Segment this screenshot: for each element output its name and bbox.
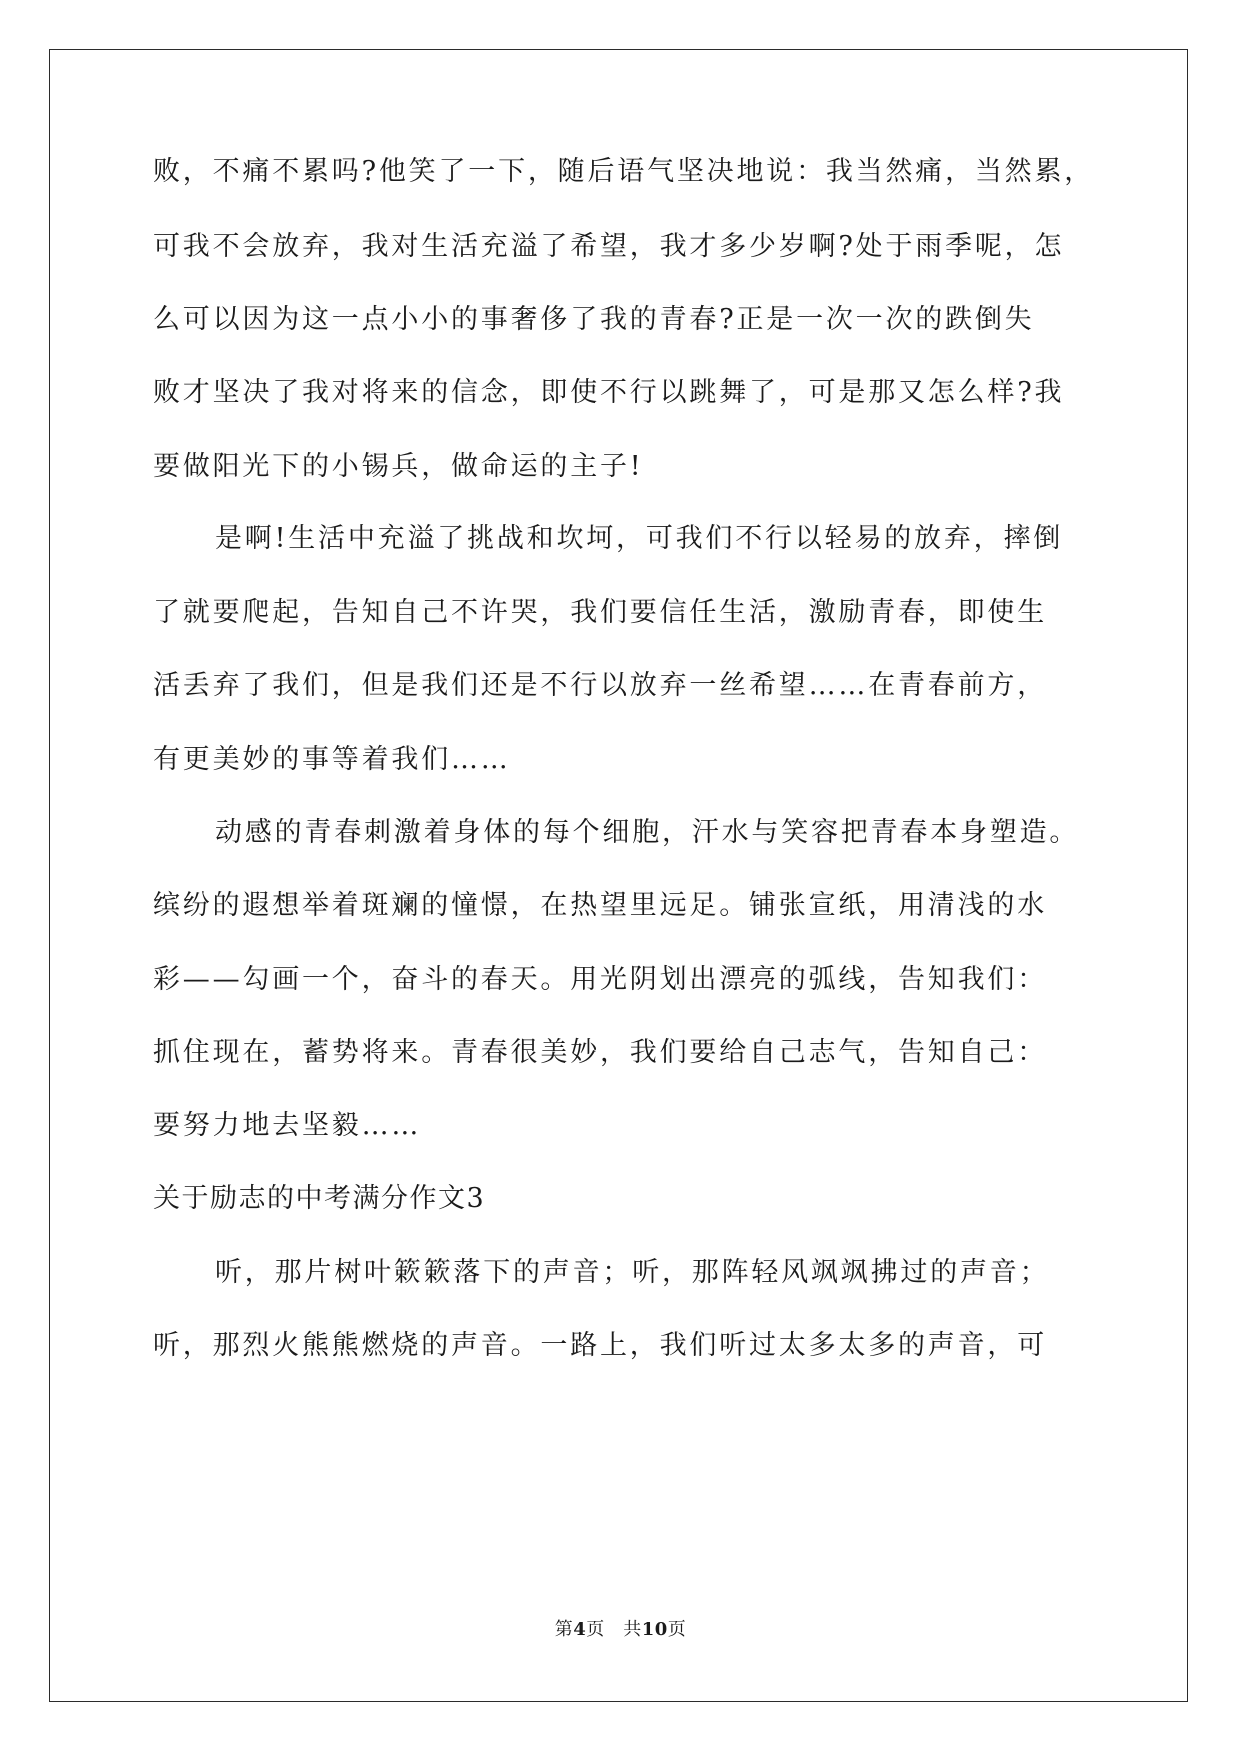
paragraph-line: 要努力地去坚毅…… (153, 1110, 422, 1141)
paragraph-line: 抓住现在，蓄势将来。青春很美妙，我们要给自己志气，告知自己： (153, 1037, 1047, 1068)
paragraph-line: 活丢弃了我们，但是我们还是不行以放弃一丝希望……在青春前方， (153, 670, 1047, 701)
paragraph-line: 败才坚决了我对将来的信念，即使不行以跳舞了，可是那又怎么样?我 (153, 377, 1065, 408)
paragraph-line: 是啊!生活中充溢了挑战和坎坷，可我们不行以轻易的放弃，摔倒 (215, 523, 1064, 554)
paragraph-line: 有更美妙的事等着我们…… (153, 744, 511, 775)
paragraph-line: 动感的青春刺激着身体的每个细胞，汗水与笑容把青春本身塑造。 (215, 817, 1080, 848)
paragraph-line: 败，不痛不累吗?他笑了一下，随后语气坚决地说：我当然痛，当然累， (153, 156, 1095, 187)
paragraph-line: 么可以因为这一点小小的事奢侈了我的青春?正是一次一次的跌倒失 (153, 304, 1035, 335)
paragraph-line: 听，那烈火熊熊燃烧的声音。一路上，我们听过太多太多的声音，可 (153, 1330, 1047, 1361)
paragraph-line: 可我不会放弃，我对生活充溢了希望，我才多少岁啊?处于雨季呢，怎 (153, 231, 1065, 262)
paragraph-line: 缤纷的遐想举着斑斓的憧憬，在热望里远足。铺张宣纸，用清浅的水 (153, 890, 1047, 921)
footer-suffix: 页 (667, 1619, 687, 1640)
page-footer (0, 1618, 1241, 1642)
section-heading: 关于励志的中考满分作文3 (153, 1183, 486, 1214)
paragraph-line: 听，那片树叶簌簌落下的声音；听，那阵轻风飒飒拂过的声音； (215, 1257, 1050, 1288)
page-border (49, 49, 1188, 1702)
paragraph-line: 要做阳光下的小锡兵，做命运的主子! (153, 451, 644, 482)
current-page-number: 4 (573, 1619, 587, 1640)
paragraph-line: 了就要爬起，告知自己不许哭，我们要信任生活，激励青春，即使生 (153, 597, 1047, 628)
total-page-number: 10 (641, 1619, 668, 1640)
paragraph-line: 彩——勾画一个，奋斗的春天。用光阴划出漂亮的弧线，告知我们： (153, 964, 1047, 995)
footer-prefix: 第 (554, 1619, 574, 1640)
footer-middle: 页 共 (586, 1619, 642, 1640)
